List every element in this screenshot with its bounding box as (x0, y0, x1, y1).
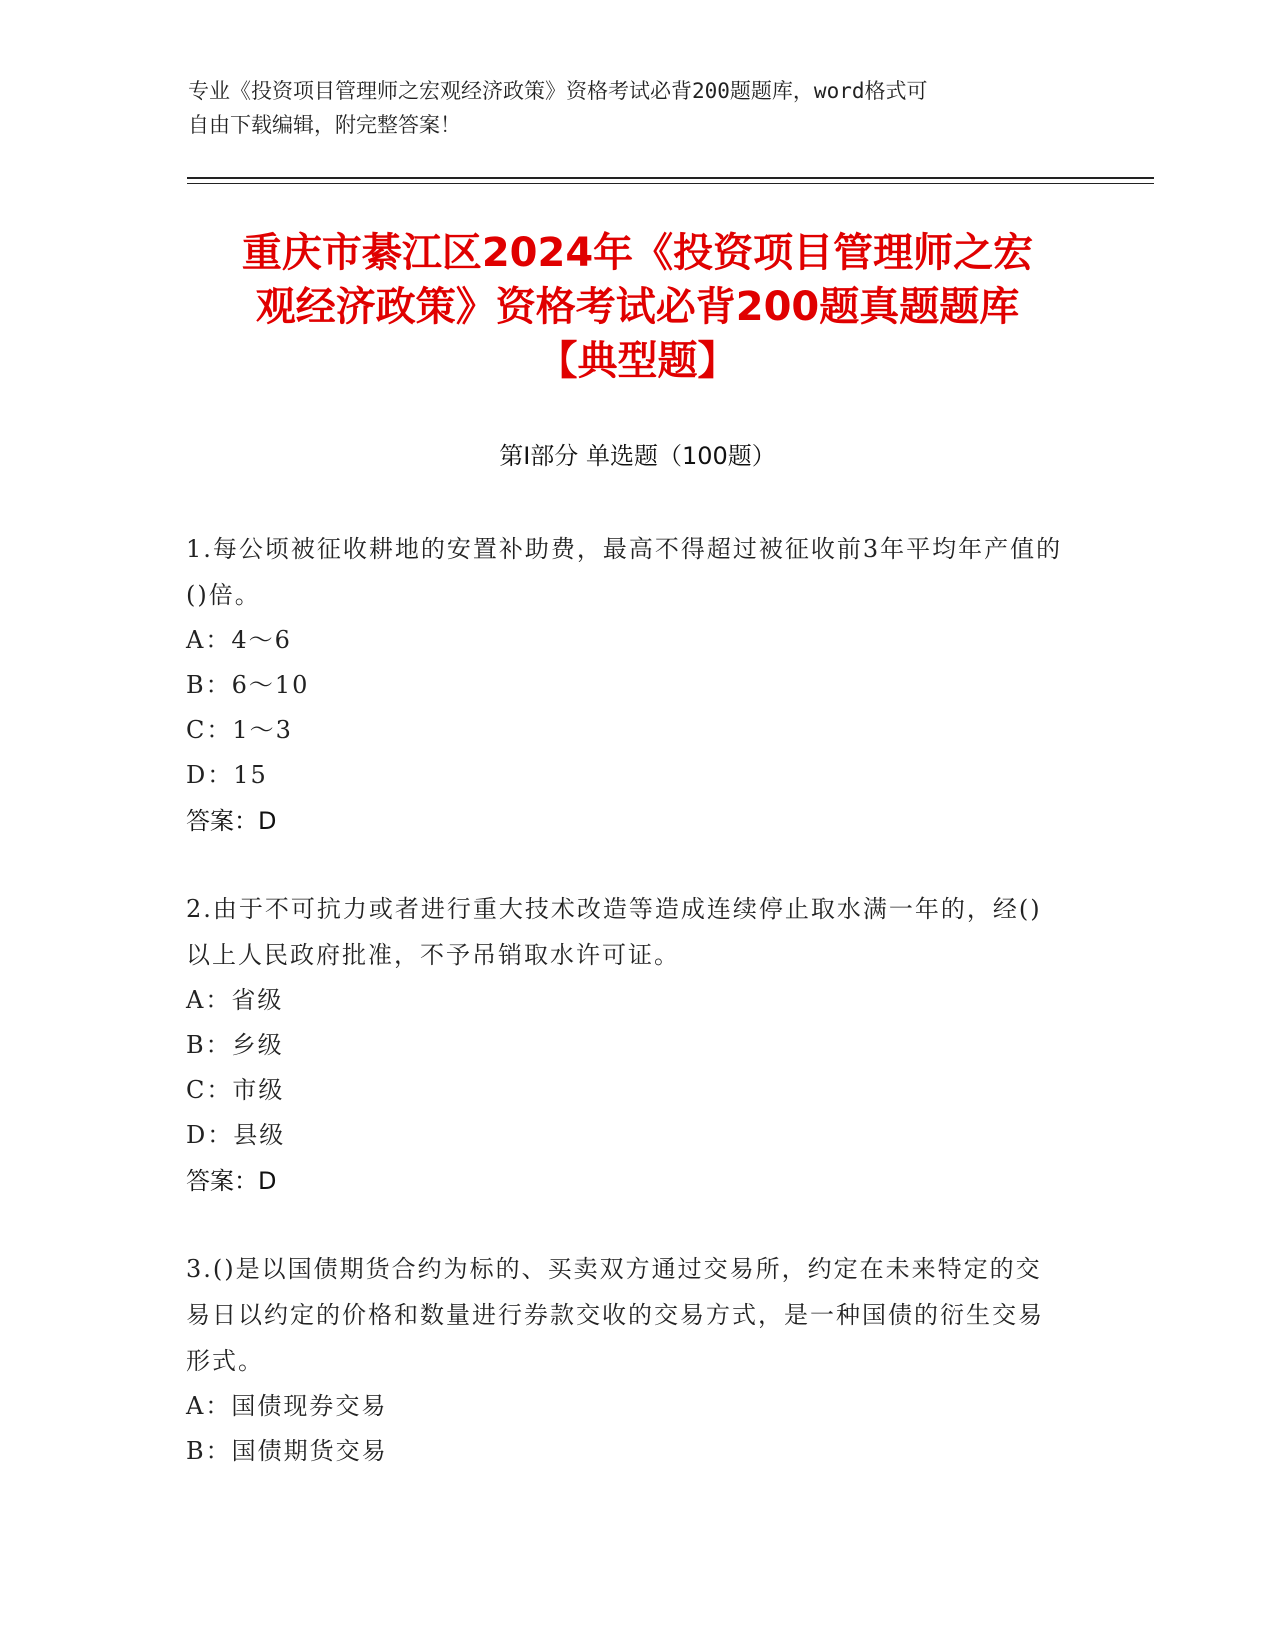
option-b: B：国债期货交易 (186, 1437, 388, 1465)
option-a: A：4～6 (186, 626, 292, 654)
question-1 (186, 526, 1066, 844)
question-stem: 2.由于不可抗力或者进行重大技术改造等造成连续停止取水满一年的，经()以上人民政府批准，不予吊销取水许可证。 (186, 895, 1042, 969)
header-note: 专业《投资项目管理师之宏观经济政策》资格考试必背200题题库，word格式可 自由下载编辑，附完整答案！ (188, 79, 928, 137)
title-line-3: 【典型题】 (537, 338, 738, 384)
option-d: D：县级 (186, 1121, 286, 1149)
question-stem: 3.()是以国债期货合约为标的、买卖双方通过交易所，约定在未来特定的交易日以约定的价格和数量进行券款交收的交易方式，是一种国债的衍生交易形式。 (186, 1255, 1044, 1375)
document-title (150, 226, 1125, 388)
question-list (186, 526, 1066, 1516)
option-b: B：乡级 (186, 1031, 284, 1059)
header-divider-thin (187, 183, 1154, 184)
answer: 答案：D (186, 1167, 277, 1195)
question-3 (186, 1246, 1066, 1474)
header-divider-thick (187, 177, 1154, 179)
title-line-1: 重庆市綦江区2024年《投资项目管理师之宏 (241, 230, 1034, 276)
option-b: B：6～10 (186, 671, 310, 699)
option-c: C：市级 (186, 1076, 285, 1104)
question-2 (186, 886, 1066, 1204)
option-d: D：15 (186, 761, 268, 789)
question-stem: 1.每公顷被征收耕地的安置补助费，最高不得超过被征收前3年平均年产值的()倍。 (186, 535, 1063, 609)
section-title: 第Ⅰ部分 单选题（100题） (499, 442, 776, 470)
option-a: A：国债现券交易 (186, 1392, 388, 1420)
title-line-2: 观经济政策》资格考试必背200题真题题库 (255, 284, 1020, 330)
option-a: A：省级 (186, 986, 284, 1014)
answer: 答案：D (186, 807, 277, 835)
option-c: C：1～3 (186, 716, 293, 744)
